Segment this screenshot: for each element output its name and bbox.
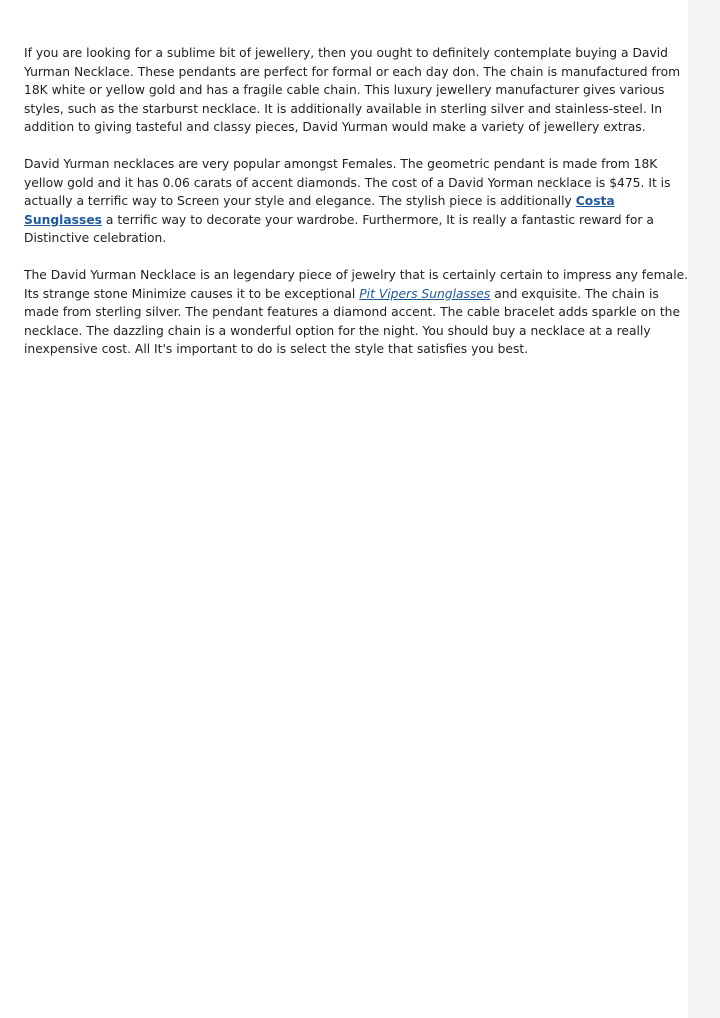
pit-vipers-sunglasses-link[interactable]: Pit Vipers Sunglasses bbox=[359, 286, 491, 301]
paragraph-3 bbox=[24, 266, 694, 359]
paragraph-2-text-after: a terrific way to decorate your wardrobe. Furthermore, It is really a fantastic reward for a Distinctive celebration. bbox=[24, 212, 654, 245]
paragraph-1 bbox=[24, 44, 694, 137]
paragraph-3-text-after: and exquisite. The chain is made from sterling silver. The pendant features a diamond accent. The cable bracelet adds sparkle on the necklace. The dazzling chain is a wonderful option for the night. You should buy a necklace at a really inexpensive cost. All It's important to do is select the style that satisfies you best. bbox=[24, 286, 681, 356]
paragraph-3-text-before: The David Yurman Necklace is an legendary piece of jewelry that is certainly certain to impress any female. Its strange stone Minimize causes it to be exceptional bbox=[24, 268, 689, 301]
paragraph-2 bbox=[24, 155, 694, 248]
paragraph-1-text: If you are looking for a sublime bit of jewellery, then you ought to definitely contemplate buying a David Yurman Necklace. These pendants are perfect for formal or each day don. The chain is manufactured from 18K white or yellow gold and has a fragile cable chain. This luxury jewellery manufacturer gives various styles, such as the starburst necklace. It is additionally available in sterling silver and stainless-steel. In addition to giving tasteful and classy pieces, David Yurman would make a variety of jewellery extras. bbox=[24, 46, 681, 134]
article-body bbox=[24, 44, 694, 377]
paragraph-2-text-before: David Yurman necklaces are very popular amongst Females. The geometric pendant is made from 18K yellow gold and it has 0.06 carats of accent diamonds. The cost of a David Yorman necklace is $475. It is actually a terrific way to Screen your style and elegance. The stylish piece is additionally bbox=[24, 157, 671, 208]
costa-sunglasses-link[interactable]: Costa Sunglasses bbox=[24, 194, 615, 227]
